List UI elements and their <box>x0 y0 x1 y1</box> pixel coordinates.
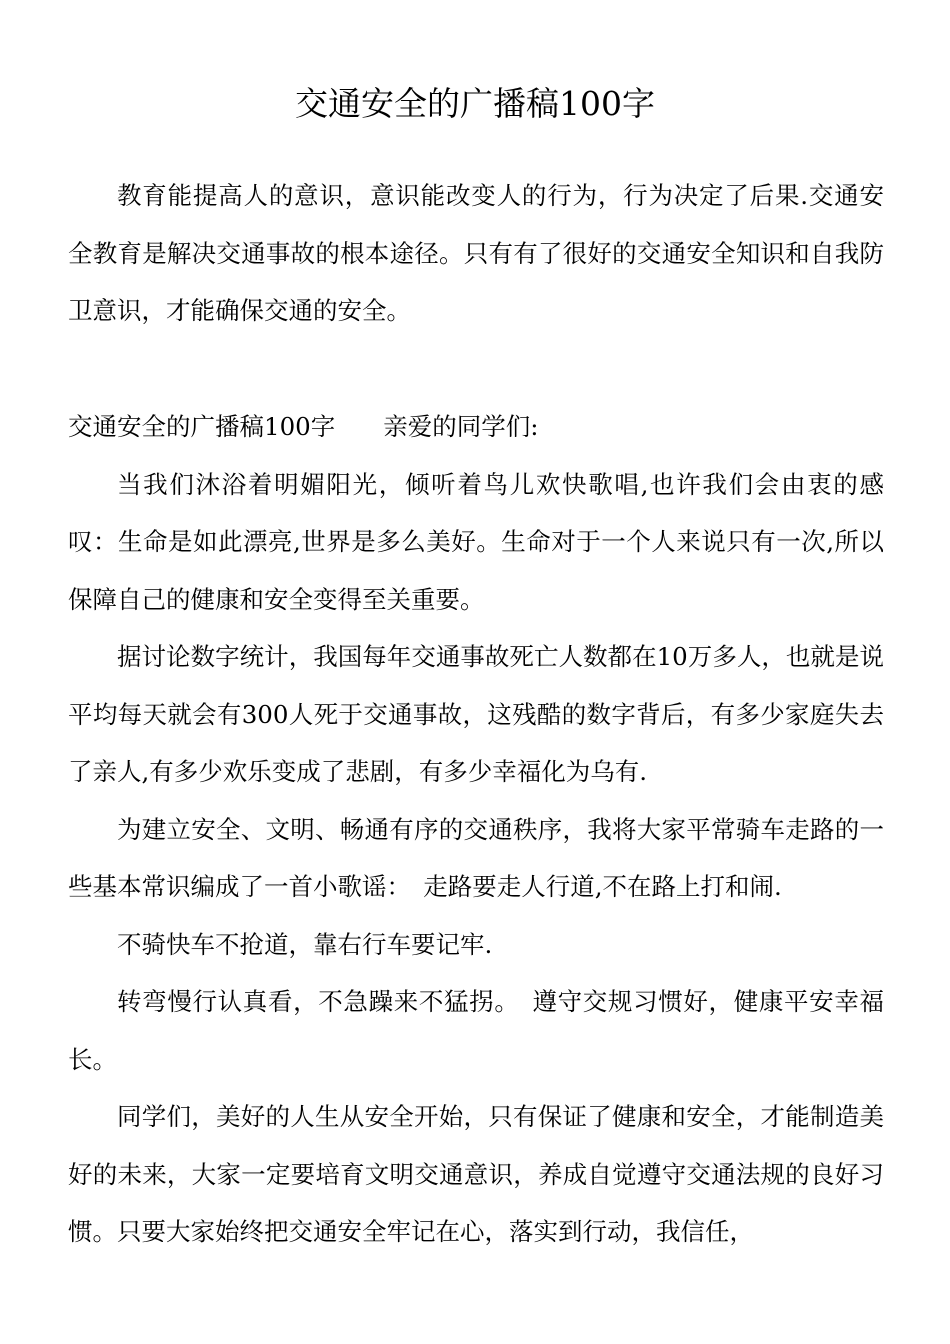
paragraph: 据讨论数字统计，我国每年交通事故死亡人数都在10万多人，也就是说平均每天就会有300人死于交通事故，这残酷的数字背后，有多少家庭失去了亲人,有多少欢乐变成了悲剧，有多少幸福化为乌有. <box>68 642 884 786</box>
paragraph: 为建立安全、文明、畅通有序的交通秩序，我将大家平常骑车走路的一些基本常识编成了一首小歌谣： 走路要走人行道,不在路上打和闹. <box>68 814 884 901</box>
speech-salutation: 亲爱的同学们: <box>383 412 539 441</box>
document-title: 交通安全的广播稿100字 <box>295 84 655 123</box>
intro-section <box>68 167 884 340</box>
speech-heading-line <box>68 398 884 456</box>
speech-title-repeat: 交通安全的广播稿100字 <box>68 412 336 441</box>
speech-section <box>68 398 884 1261</box>
paragraph: 同学们，美好的人生从安全开始，只有保证了健康和安全，才能制造美好的未来，大家一定要培育文明交通意识，养成自觉遵守交通法规的良好习惯。只要大家始终把交通安全牢记在心，落实到行动，我信任， <box>68 1102 884 1246</box>
paragraph: 当我们沐浴着明媚阳光，倾听着鸟儿欢快歌唱,也许我们会由衷的感叹：生命是如此漂亮,世界是多么美好。生命对于一个人来说只有一次,所以保障自己的健康和安全变得至关重要。 <box>68 469 884 614</box>
paragraph: 不骑快车不抢道，靠右行车要记牢. <box>117 929 493 959</box>
paragraph: 转弯慢行认真看，不急躁来不猛拐。 遵守交规习惯好，健康平安幸福长。 <box>68 987 884 1074</box>
intro-paragraph: 教育能提高人的意识，意识能改变人的行为，行为决定了后果.交通安全教育是解决交通事故的根本途径。只有有了很好的交通安全知识和自我防卫意识，才能确保交通的安全。 <box>68 181 884 325</box>
